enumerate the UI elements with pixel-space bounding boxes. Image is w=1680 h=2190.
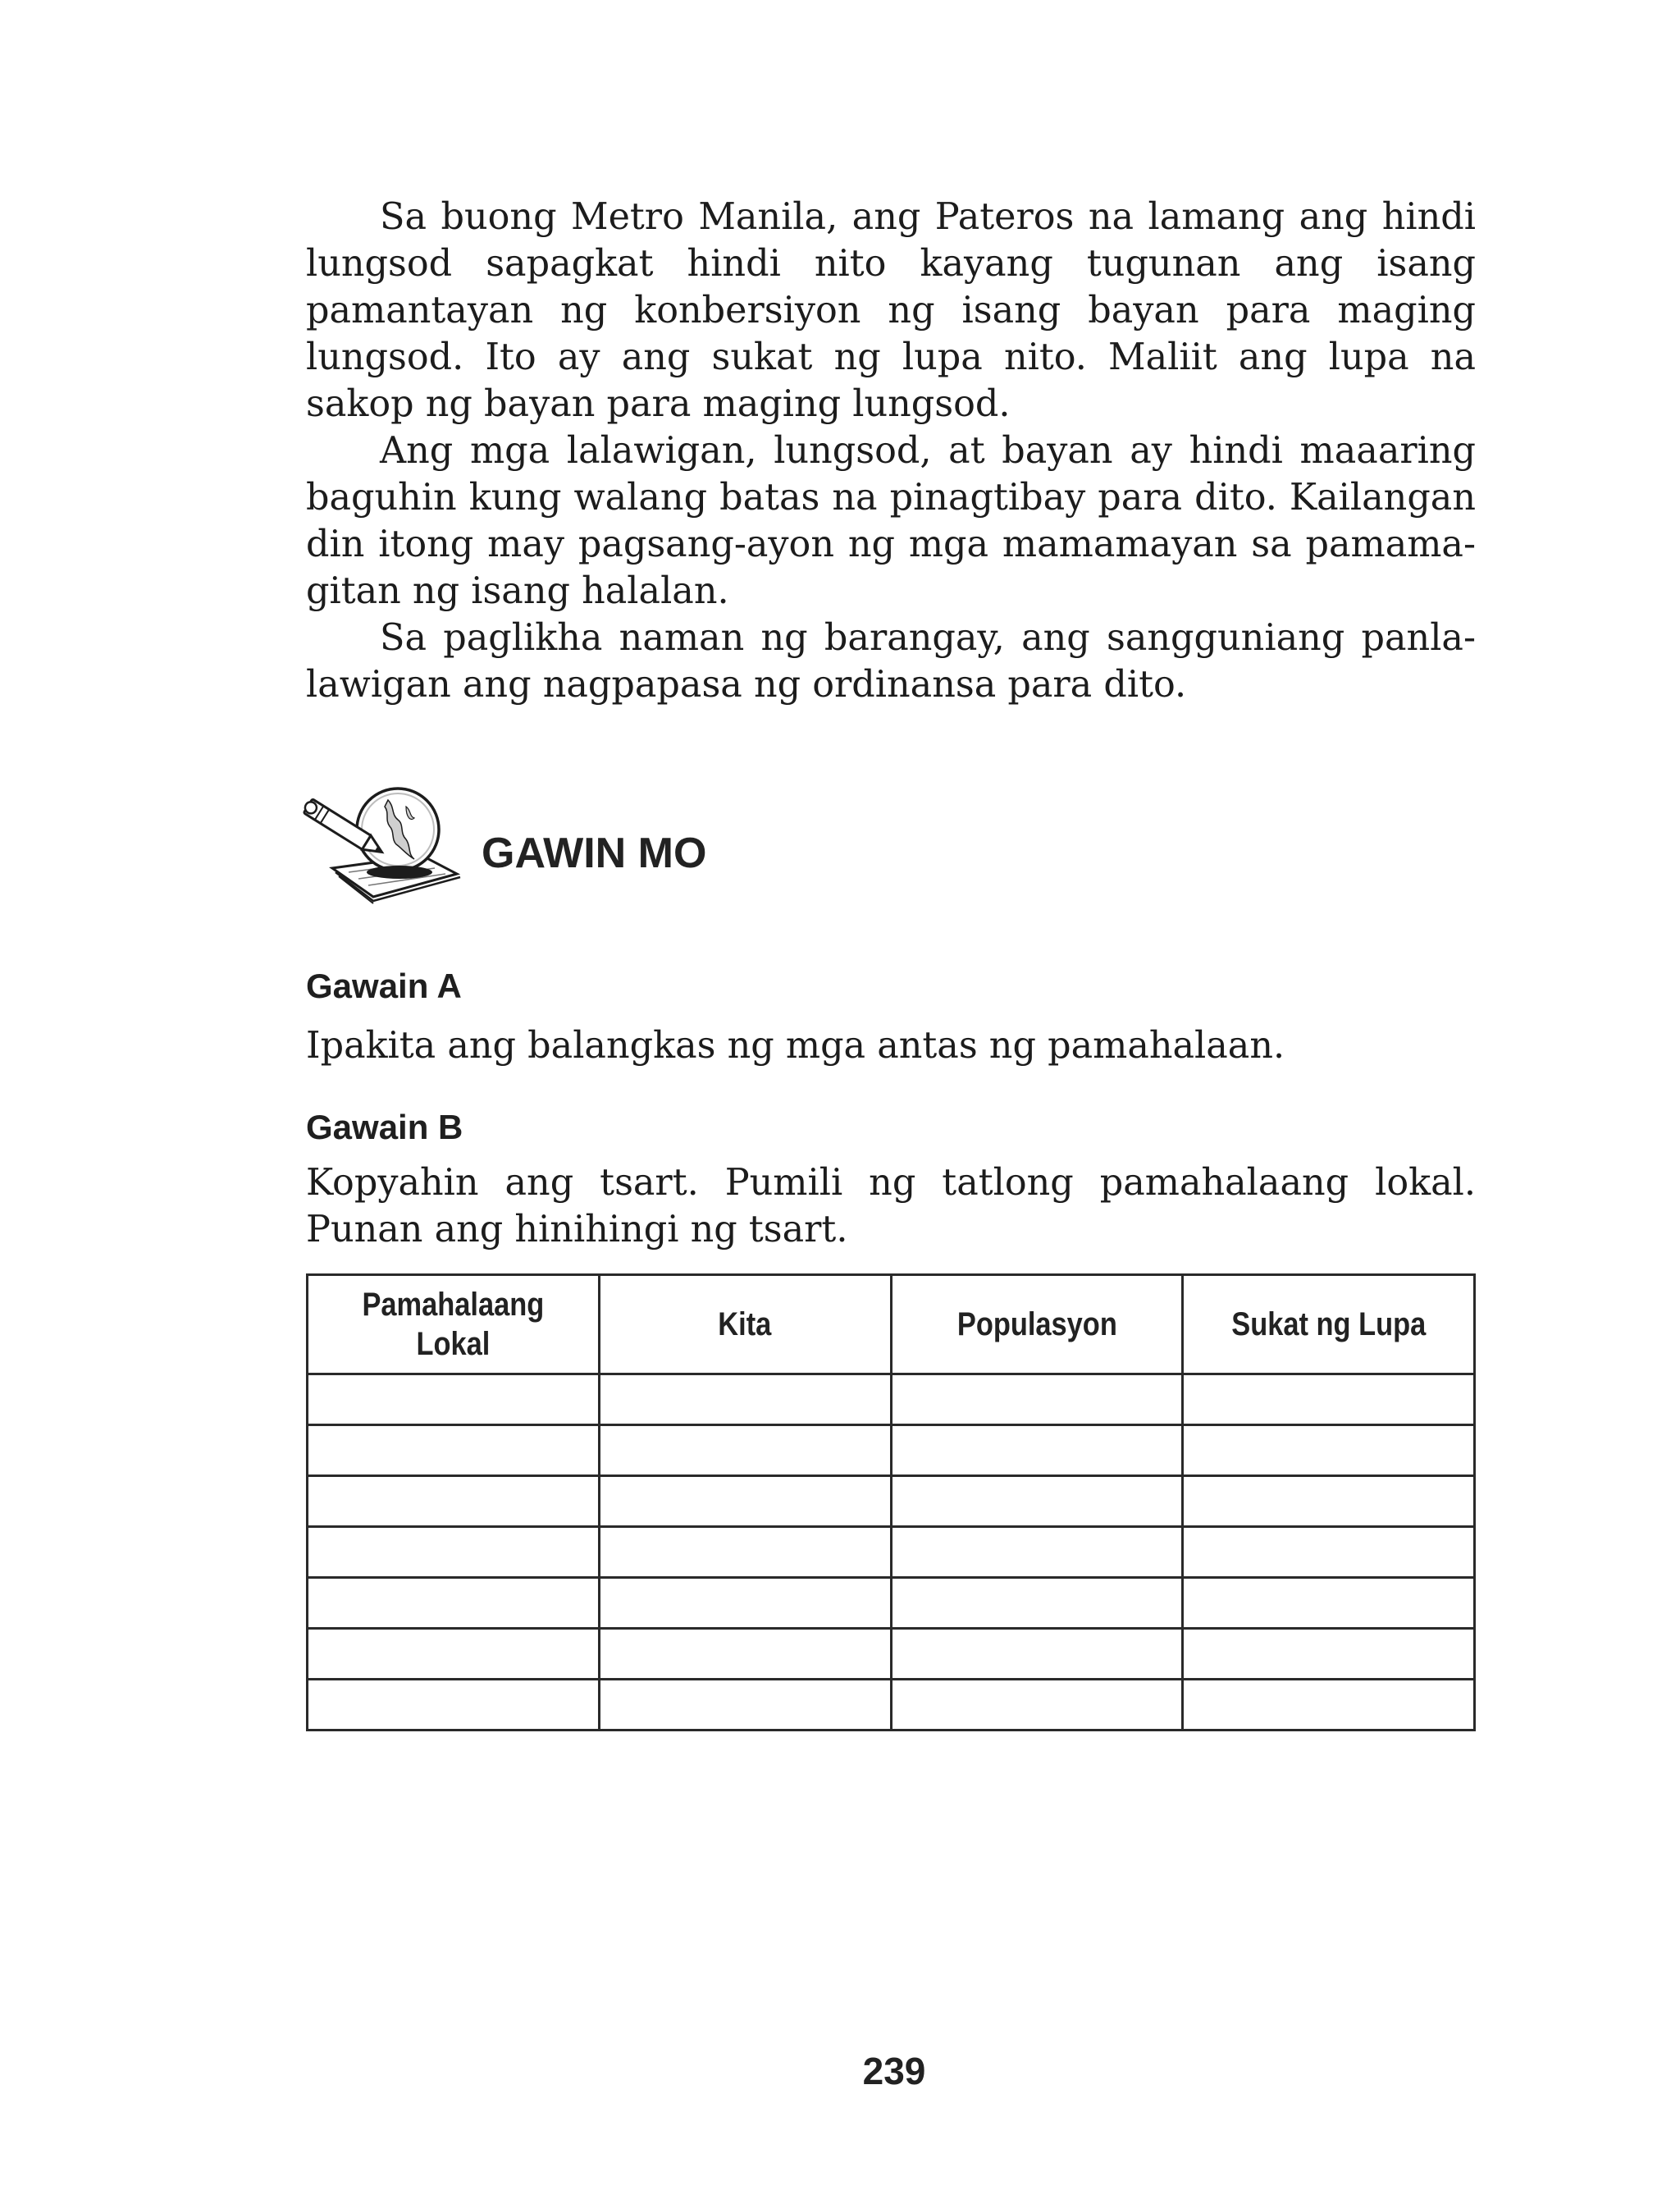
table-cell [308, 1476, 600, 1527]
table-cell [308, 1374, 600, 1425]
table-row [308, 1425, 1475, 1476]
header-label: Pamahalaang Lokal [362, 1287, 545, 1362]
table-cell [308, 1527, 600, 1578]
gawain-b-heading: Gawain B [306, 1108, 463, 1146]
table-body [308, 1374, 1475, 1731]
table-cell [891, 1629, 1183, 1680]
header-kita [599, 1275, 891, 1374]
header-label: Populasyon [956, 1306, 1117, 1342]
header-label: Sukat ng Lupa [1231, 1306, 1427, 1342]
header-sukat-ng-lupa [1183, 1275, 1475, 1374]
table-cell [1183, 1425, 1475, 1476]
header-label: Kita [718, 1306, 772, 1342]
table-cell [1183, 1578, 1475, 1629]
intro-paragraph-3: Sa paglikha naman ng barangay, ang sangguniang panla-lawigan ang nagpapasa ng ordinansa para dito. [306, 617, 1476, 706]
page-number: 239 [862, 2050, 926, 2092]
gawain-b-instructions [306, 1159, 1476, 1253]
table-cell [891, 1527, 1183, 1578]
table-cell [599, 1374, 891, 1425]
gawain-a-text: Ipakita ang balangkas ng mga antas ng pamahalaan. [306, 1025, 1285, 1067]
table-cell [1183, 1680, 1475, 1731]
table-row [308, 1578, 1475, 1629]
table-row [308, 1527, 1475, 1578]
table-cell [891, 1578, 1183, 1629]
table-cell [891, 1476, 1183, 1527]
intro-section [306, 194, 1476, 708]
tsart-table [306, 1273, 1476, 1731]
table-cell [599, 1629, 891, 1680]
table-header-row [308, 1275, 1475, 1374]
intro-paragraph-1: Sa buong Metro Manila, ang Pateros na lamang ang hindi lungsod sapagkat hindi nito kayang tugunan ang isang pamantayan ng konbersiyon ng isang bayan para maging lungsod. Ito ay ang sukat ng lupa nito. Maliit ang lupa na sakop ng bayan para maging lungsod. [306, 196, 1476, 425]
table-cell [1183, 1629, 1475, 1680]
table-row [308, 1629, 1475, 1680]
table-cell [891, 1425, 1183, 1476]
table-cell [599, 1527, 891, 1578]
table-cell [1183, 1374, 1475, 1425]
table-row [308, 1374, 1475, 1425]
header-populasyon [891, 1275, 1183, 1374]
table-cell [308, 1629, 600, 1680]
table-cell [599, 1476, 891, 1527]
globe-pencil-icon [299, 782, 463, 905]
table-cell [1183, 1476, 1475, 1527]
table-cell [308, 1578, 600, 1629]
table-cell [308, 1425, 600, 1476]
header-pamahalaang-lokal [308, 1275, 600, 1374]
table-cell [891, 1374, 1183, 1425]
gawain-a-heading: Gawain A [306, 967, 462, 1005]
gawain-b-text: Kopyahin ang tsart. Pumili ng tatlong pamahalaang lokal. Punan ang hinihingi ng tsart. [306, 1162, 1476, 1250]
table-cell [599, 1425, 891, 1476]
table-cell [1183, 1527, 1475, 1578]
table-cell [599, 1578, 891, 1629]
section-title: GAWIN MO [482, 830, 707, 877]
table-cell [599, 1680, 891, 1731]
gawain-a-instructions [306, 1022, 1476, 1069]
table-row [308, 1476, 1475, 1527]
table-cell [308, 1680, 600, 1731]
table-row [308, 1680, 1475, 1731]
table-cell [891, 1680, 1183, 1731]
intro-paragraph-2: Ang mga lalawigan, lungsod, at bayan ay hindi maaaring baguhin kung walang batas na pinagtibay para dito. Kailangan din itong may pagsang-ayon ng mga mamamayan sa pamama-gitan ng isang halalan. [306, 430, 1476, 612]
